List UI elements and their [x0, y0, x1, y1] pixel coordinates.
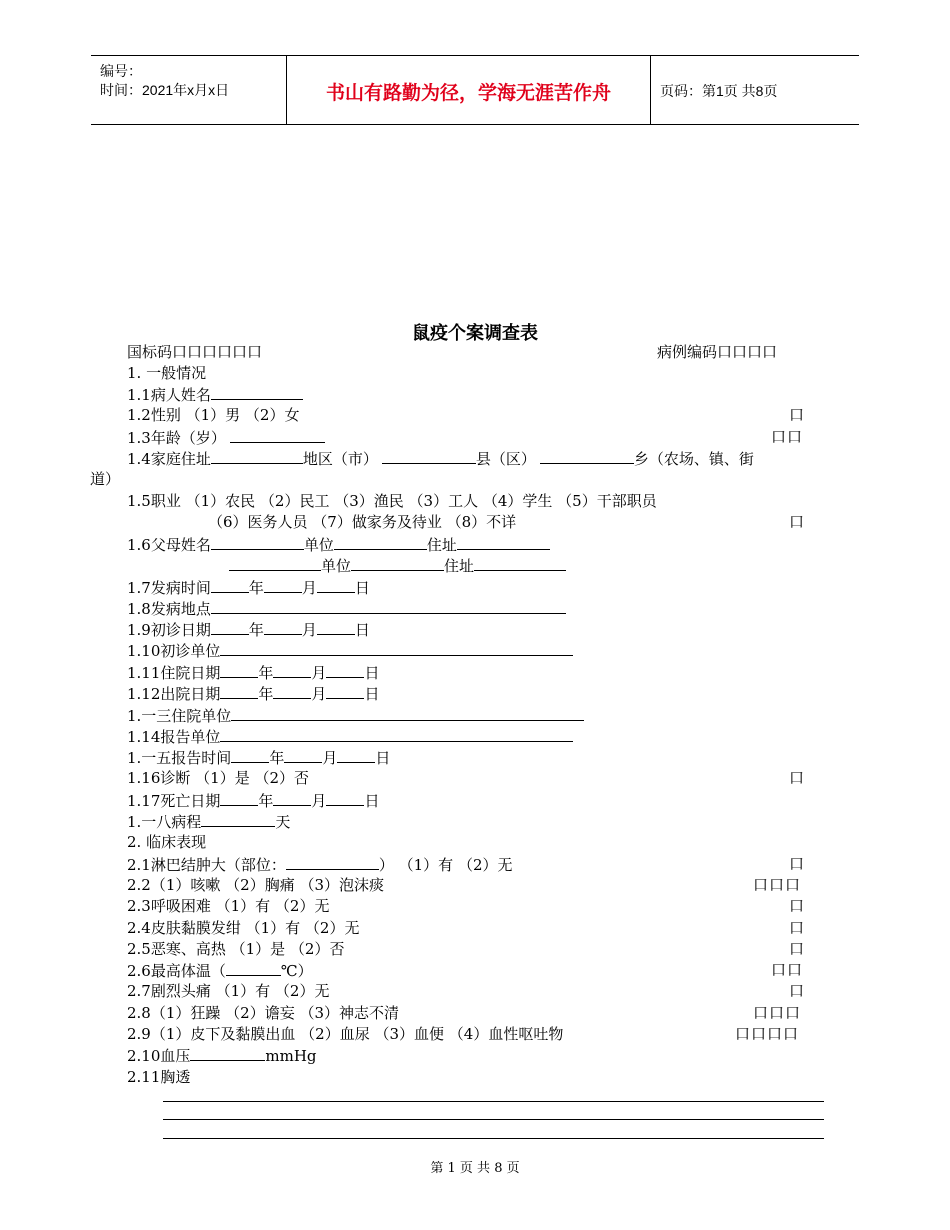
- field-age: [127, 427, 325, 448]
- field-hospital-unit: [127, 705, 584, 726]
- age-checkbox[interactable]: 口口: [771, 428, 804, 446]
- field-first-visit: [127, 619, 370, 640]
- xray-answer-line-3[interactable]: [163, 1138, 824, 1139]
- month-blank[interactable]: [264, 577, 302, 593]
- field-label: 1.6父母姓名: [127, 536, 211, 554]
- field-blood-pressure: [127, 1045, 317, 1066]
- month-label: 月: [301, 579, 317, 597]
- field-label: 2.6最高体温（: [127, 962, 226, 980]
- address-town-label: 乡（农场、镇、街: [633, 450, 754, 468]
- field-label: 1.一三住院单位: [127, 707, 232, 725]
- field-name: [127, 384, 303, 405]
- day-blank[interactable]: [317, 577, 355, 593]
- month-blank[interactable]: [264, 619, 302, 635]
- blood-pressure-unit: mmHg: [265, 1047, 317, 1065]
- xray-answer-line-2[interactable]: [163, 1119, 824, 1120]
- address-blank-1[interactable]: [211, 448, 303, 464]
- lymph-options: ） （1）有 （2）无: [378, 856, 513, 874]
- address-blank-2[interactable]: [382, 448, 476, 464]
- field-parents: [127, 534, 550, 555]
- day-blank[interactable]: [326, 662, 364, 678]
- header-page-cell: [650, 56, 859, 124]
- section-2-heading: 2. 临床表现: [127, 833, 207, 851]
- field-label: 1.4家庭住址: [127, 450, 211, 468]
- parent-address-blank-2[interactable]: [474, 555, 566, 571]
- month-label: 月: [322, 749, 338, 767]
- day-blank[interactable]: [317, 619, 355, 635]
- year-blank[interactable]: [220, 790, 258, 806]
- field-mental: 2.8（1）狂躁 （2）谵妄 （3）神志不清: [127, 1004, 400, 1022]
- month-blank[interactable]: [273, 683, 311, 699]
- form-title: 鼠疫个案调查表: [412, 323, 538, 344]
- bleeding-checkbox[interactable]: 口口口口: [735, 1025, 800, 1043]
- day-label: 日: [364, 792, 380, 810]
- field-label: 1.一八病程: [127, 813, 202, 831]
- month-label: 月: [311, 664, 327, 682]
- field-cough: 2.2（1）咳嗽 （2）胸痛 （3）泡沫痰: [127, 876, 385, 894]
- field-label: 1.10初诊单位: [127, 642, 221, 660]
- temperature-blank[interactable]: [226, 960, 281, 976]
- year-label: 年: [248, 621, 264, 639]
- field-cyanosis: 2.4皮肤黏膜发绀 （1）有 （2）无: [127, 919, 360, 937]
- temperature-checkbox[interactable]: 口口: [771, 961, 804, 979]
- field-label: 1.7发病时间: [127, 579, 211, 597]
- header-motto-cell: [286, 56, 651, 124]
- day-label: 日: [354, 579, 370, 597]
- field-address: [127, 448, 754, 469]
- year-blank[interactable]: [231, 747, 269, 763]
- parent-unit-blank-2[interactable]: [351, 555, 444, 571]
- field-lymph: [127, 854, 512, 875]
- address-blank-3[interactable]: [540, 448, 634, 464]
- month-label: 月: [301, 621, 317, 639]
- field-label: 1.14报告单位: [127, 728, 221, 746]
- occupation-checkbox[interactable]: 口: [789, 513, 806, 531]
- lymph-location-blank[interactable]: [286, 854, 379, 870]
- sex-checkbox[interactable]: 口: [789, 406, 806, 424]
- temperature-unit: ℃）: [280, 962, 313, 980]
- field-course: [127, 811, 290, 832]
- blood-pressure-blank[interactable]: [190, 1045, 265, 1061]
- field-sex: 1.2性别 （1）男 （2）女: [127, 406, 300, 424]
- day-blank[interactable]: [326, 790, 364, 806]
- parent-name-blank-2[interactable]: [229, 555, 321, 571]
- course-blank[interactable]: [201, 811, 275, 827]
- address-continued: 道）: [90, 470, 121, 488]
- field-onset-place: [127, 598, 566, 619]
- time-label: 时间：2021年x月x日: [100, 82, 230, 98]
- address-county-label: 县（区）: [475, 450, 536, 468]
- xray-answer-line-1[interactable]: [163, 1101, 824, 1102]
- day-label: 日: [375, 749, 391, 767]
- field-occupation: 1.5职业 （1）农民 （2）民工 （3）渔民 （3）工人 （4）学生 （5）干部职员: [127, 492, 657, 510]
- month-blank[interactable]: [284, 747, 322, 763]
- diagnosis-checkbox[interactable]: 口: [789, 769, 806, 787]
- field-label: 1.3年龄（岁）: [127, 429, 226, 447]
- field-report-time: [127, 747, 390, 768]
- day-label: 日: [364, 685, 380, 703]
- headache-checkbox[interactable]: 口: [789, 982, 806, 1000]
- name-blank[interactable]: [211, 384, 303, 400]
- field-bleeding: 2.9（1）皮下及黏膜出血 （2）血尿 （3）血便 （4）血性呕吐物: [127, 1025, 564, 1043]
- year-blank[interactable]: [211, 619, 249, 635]
- section-1-heading: 1. 一般情况: [127, 364, 207, 382]
- year-label: 年: [258, 792, 274, 810]
- address-label: 住址: [426, 536, 457, 554]
- parent-name-blank-1[interactable]: [211, 534, 304, 550]
- field-label: 2.1淋巴结肿大（部位：: [127, 856, 286, 874]
- field-label: 1.11住院日期: [127, 664, 221, 682]
- age-blank[interactable]: [230, 427, 325, 443]
- month-blank[interactable]: [273, 662, 311, 678]
- month-label: 月: [311, 792, 327, 810]
- document-header: [91, 55, 859, 125]
- first-unit-blank[interactable]: [220, 640, 573, 656]
- report-unit-blank[interactable]: [220, 726, 573, 742]
- course-unit: 天: [275, 813, 291, 831]
- day-label: 日: [354, 621, 370, 639]
- month-blank[interactable]: [273, 790, 311, 806]
- unit-label: 单位: [321, 557, 352, 575]
- field-chill: 2.5恶寒、高热 （1）是 （2）否: [127, 940, 345, 958]
- field-label: 1.1病人姓名: [127, 386, 211, 404]
- field-first-unit: [127, 640, 573, 661]
- field-parents-line2: [229, 555, 566, 576]
- year-label: 年: [248, 579, 264, 597]
- field-onset-time: [127, 577, 370, 598]
- year-blank[interactable]: [220, 662, 258, 678]
- case-code: 病例编码口口口口: [657, 343, 778, 361]
- page-label: 页码：第1页 共8页: [660, 83, 778, 99]
- motto: 书山有路勤为径，学海无涯苦作舟: [325, 82, 611, 104]
- address-label: 住址: [444, 557, 475, 575]
- mental-checkbox[interactable]: 口口口: [753, 1004, 802, 1022]
- month-label: 月: [311, 685, 327, 703]
- year-label: 年: [258, 664, 274, 682]
- cough-checkbox[interactable]: 口口口: [753, 876, 802, 894]
- page-footer: 第 1 页 共 8 页: [430, 1161, 520, 1176]
- header-meta-cell: [91, 56, 286, 124]
- field-label: 1.8发病地点: [127, 600, 211, 618]
- day-blank[interactable]: [337, 747, 375, 763]
- year-blank[interactable]: [211, 577, 249, 593]
- breath-checkbox[interactable]: 口: [789, 897, 806, 915]
- parent-address-blank-1[interactable]: [457, 534, 550, 550]
- year-label: 年: [258, 685, 274, 703]
- number-label: 编号：: [100, 63, 142, 79]
- field-death-date: [127, 790, 379, 811]
- year-label: 年: [269, 749, 285, 767]
- chill-checkbox[interactable]: 口: [789, 940, 806, 958]
- field-label: 1.一五报告时间: [127, 749, 232, 767]
- field-breath: 2.3呼吸困难 （1）有 （2）无: [127, 897, 330, 915]
- field-label: 2.10血压: [127, 1047, 191, 1065]
- day-blank[interactable]: [326, 683, 364, 699]
- field-admit-date: [127, 662, 379, 683]
- field-xray: 2.11胸透: [127, 1068, 191, 1086]
- national-code: 国标码口口口口口口: [127, 343, 263, 361]
- field-temperature: [127, 960, 313, 981]
- field-report-unit: [127, 726, 573, 747]
- hospital-unit-blank[interactable]: [231, 705, 584, 721]
- address-city-label: 地区（市）: [302, 450, 378, 468]
- year-blank[interactable]: [220, 683, 258, 699]
- day-label: 日: [364, 664, 380, 682]
- field-diagnosis: 1.16诊断 （1）是 （2）否: [127, 769, 310, 787]
- field-label: 1.9初诊日期: [127, 621, 211, 639]
- cyanosis-checkbox[interactable]: 口: [789, 919, 806, 937]
- onset-place-blank[interactable]: [211, 598, 566, 614]
- lymph-checkbox[interactable]: 口: [789, 855, 806, 873]
- parent-unit-blank-1[interactable]: [334, 534, 427, 550]
- field-label: 1.12出院日期: [127, 685, 221, 703]
- field-headache: 2.7剧烈头痛 （1）有 （2）无: [127, 982, 330, 1000]
- field-label: 1.17死亡日期: [127, 792, 221, 810]
- field-occupation-line2: （6）医务人员 （7）做家务及待业 （8）不详: [208, 513, 517, 531]
- unit-label: 单位: [303, 536, 334, 554]
- field-discharge-date: [127, 683, 379, 704]
